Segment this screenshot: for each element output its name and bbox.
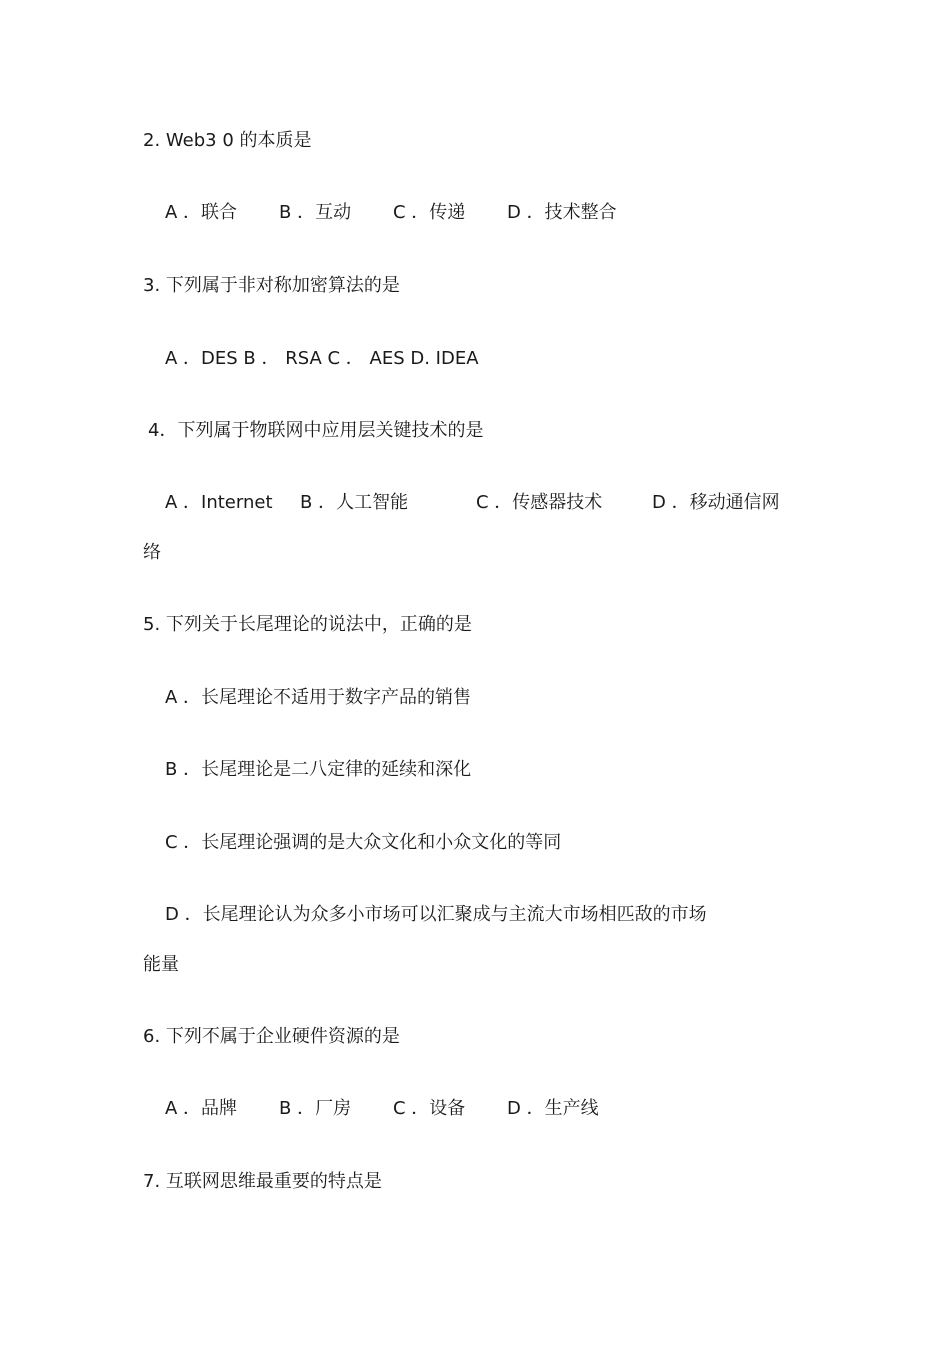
option-b: B ．人工智能 xyxy=(300,492,409,513)
option-a: A ．Internet xyxy=(165,492,273,513)
question-2-stem: 2. Web3 0 的本质是 xyxy=(143,130,312,151)
option-d: D ．技术整合 xyxy=(507,202,617,223)
question-4-stem: 4．下列属于物联网中应用层关键技术的是 xyxy=(148,420,484,441)
question-5-option-c: C ．长尾理论强调的是大众文化和小众文化的等同 xyxy=(165,832,562,853)
option-b: B ．厂房 xyxy=(279,1098,352,1119)
question-5-option-a: A ．长尾理论不适用于数字产品的销售 xyxy=(165,687,472,708)
option-d: D ．移动通信网 xyxy=(652,492,780,513)
option-a: A ．品牌 xyxy=(165,1098,238,1119)
option-b: B ．互动 xyxy=(279,202,352,223)
question-7-stem: 7. 互联网思维最重要的特点是 xyxy=(143,1171,382,1192)
option-d: D ．生产线 xyxy=(507,1098,599,1119)
question-5-continuation: 能量 xyxy=(143,954,179,975)
question-3-options: A ．DES B ． RSA C ． AES D. IDEA xyxy=(165,348,479,369)
question-5-option-d: D ．长尾理论认为众多小市场可以汇聚成与主流大市场相匹敌的市场 xyxy=(165,904,707,925)
question-3-stem: 3. 下列属于非对称加密算法的是 xyxy=(143,275,400,296)
option-c: C ．传递 xyxy=(393,202,466,223)
option-a: A ．联合 xyxy=(165,202,238,223)
question-5-stem: 5. 下列关于长尾理论的说法中，正确的是 xyxy=(143,614,472,635)
option-c: C ．传感器技术 xyxy=(476,492,603,513)
question-6-stem: 6. 下列不属于企业硬件资源的是 xyxy=(143,1026,400,1047)
question-5-option-b: B ．长尾理论是二八定律的延续和深化 xyxy=(165,759,472,780)
question-4-continuation: 络 xyxy=(143,542,161,563)
option-c: C ．设备 xyxy=(393,1098,466,1119)
